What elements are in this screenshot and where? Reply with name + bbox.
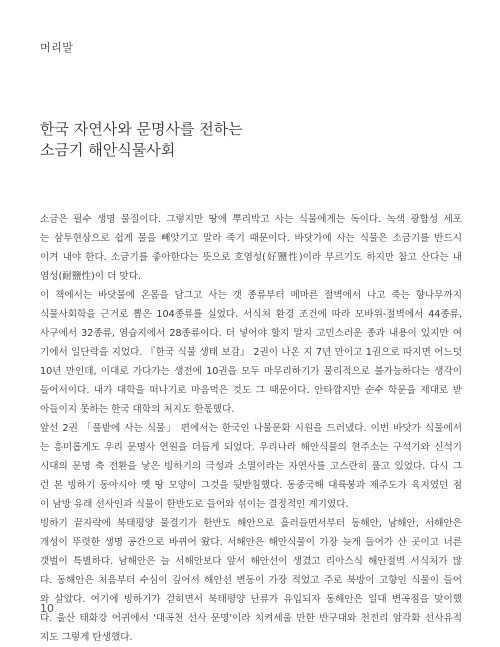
paragraph-line: 사구에서 32종류, 염습지에서 28종류이다. 더 넣어야 할지 말지 고민스러운 종과 내용이 있지만 여 (40, 328, 462, 339)
paragraph-line: 지도 그렇게 탄생했다. (40, 632, 133, 643)
paragraph (40, 419, 462, 514)
paragraph-line: 이 남방 유래 선사인과 식물이 한반도로 들어와 섞이는 결정적인 계기였다. (40, 499, 349, 510)
body-text (40, 210, 462, 647)
paragraph-line: 아들이지 못하는 한국 대학의 처지도 한몫했다. (40, 404, 235, 415)
paragraph-line: 이겨 내야 한다. 소금기를 좋아한다는 뜻으로 호염성(好鹽性)이라 부르기도 하지만 참고 산다는 내 (40, 252, 462, 263)
paragraph-line: 기에서 일단락을 지었다. 『한국 식물 생태 보감』 2권이 나온 지 7년 만이고 1권으로 따지면 어느덧 (40, 347, 462, 358)
paragraph-line: 염성(耐鹽性)이 더 맞다. (40, 271, 142, 282)
paragraph-line: 는 삼투현상으로 쉽게 물을 빼앗기고 말라 죽기 때문이다. 바닷가에 사는 식물은 소금기를 반드시 (40, 233, 462, 244)
paragraph-line: 는 흥미롭게도 우리 문명사 연원을 더듬게 되었다. 우리나라 해안식물의 현주소는 구석기와 신석기 (40, 442, 462, 453)
page-number: 10 (40, 602, 54, 615)
paragraph-line: 이 책에서는 바닷물에 온몸을 담그고 사는 갯 종류부터 메마른 절벽에서 나고 죽는 향나무까지 (40, 290, 462, 301)
paragraph-line: 와 살았다. 여기에 빙하기가 걷히면서 북태평양 난류가 유입되자 동해안은 일대 변곡점을 맞이했 (40, 594, 462, 605)
paragraph-line: 들어서이다. 내가 대학을 떠나기로 마음먹은 것도 그 때문이다. 안타깝지만 순수 학문을 제대로 받 (40, 385, 462, 396)
paragraph-line: 런 본 빙하기 동아시아 옛 땅 모양이 그것을 뒷받침했다. 동중국해 대륙붕과 제주도가 육지였던 점 (40, 480, 462, 491)
paragraph-line: 개성이 뚜렷한 생명 공간으로 바뀌어 왔다. 서해안은 해안식물이 가장 늦게 들어가 산 곳이고 너른 (40, 537, 462, 548)
paragraph-line: 빙하기 끝자락에 북태평양 물결기가 한반도 해안으로 흘러들면서부터 동해안, 남해안, 서해안은 (40, 518, 462, 529)
paragraph-line: 갯벌이 특별하다. 남해안은 늘 서해안보다 앞서 해안선이 생겼고 리아스식 해안절벽 서식처가 많 (40, 556, 462, 567)
paragraph-line: 10년 만인데, 이대로 가다가는 생전에 10권을 모두 마무리하기가 물리적으로 불가능하다는 생각이 (40, 366, 462, 377)
paragraph-line: 다. 동해안은 처음부터 수심이 깊어서 해안선 변동이 가장 적었고 주로 북방이 고향인 식물이 들어 (40, 575, 462, 586)
paragraph-line: 소금은 필수 생명 물질이다. 그렇지만 땅에 뿌리박고 사는 식물에게는 독이다. 녹색 광합성 세포 (40, 214, 462, 225)
section-label: 머리말 (40, 41, 74, 54)
paragraph-line: 앞선 2권 「풀밭에 사는 식물」 편에서는 한국인 나물문화 시원을 드러냈다. 이번 바닷가 식물에서 (40, 423, 462, 434)
chapter-title-line-2: 소금기 해안식물사회 (40, 141, 176, 159)
paragraph (40, 514, 462, 647)
paragraph (40, 210, 462, 286)
paragraph-line: 식물사회학을 근거로 뽑은 104종류를 실었다. 서식처 환경 조건에 따라 모바위-절벽에서 44종류, (40, 309, 462, 320)
paragraph (40, 286, 462, 419)
paragraph-line: 시대의 문명 축 전환을 낳은 빙하기의 극성과 소멸이라는 자연사를 고스란히 품고 있었다. 다시 그 (40, 461, 462, 472)
chapter-title (40, 119, 460, 161)
chapter-title-line-1: 한국 자연사와 문명사를 전하는 (40, 120, 243, 138)
paragraph-line: 다. 울산 태화강 어귀에서 '대곡천 선사 문명'이라 치켜세울 만한 반구대와 천전리 암각화 선사유적 (40, 613, 462, 624)
